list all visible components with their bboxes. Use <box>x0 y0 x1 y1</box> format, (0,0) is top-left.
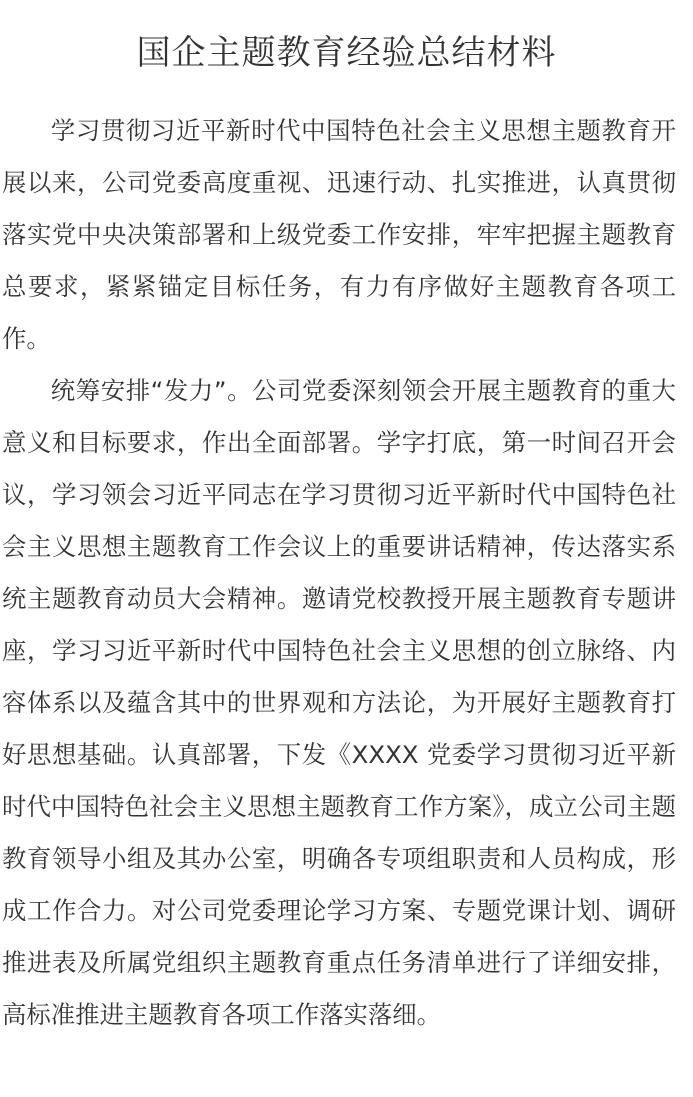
paragraph-intro: 学习贯彻习近平新时代中国特色社会主义思想主题教育开展以来，公司党委高度重视、迅速行动、扎实推进，认真贯彻落实党中央决策部署和上级党委工作安排，牢牢把握主题教育总要求，紧紧锚定目标任务，有力有序做好主题教育各项工作。 <box>2 116 676 353</box>
paragraph-overall-arrangement: 统筹安排“发力”。公司党委深刻领会开展主题教育的重大意义和目标要求，作出全面部署。学字打底，第一时间召开会议，学习领会习近平同志在学习贯彻习近平新时代中国特色社会主义思想主题教育工作会议上的重要讲话精神，传达落实系统主题教育动员大会精神。邀请党校教授开展主题教育专题讲座，学习习近平新时代中国特色社会主义思想的创立脉络、内容体系以及蕴含其中的世界观和方法论，为开展好主题教育打好思想基础。认真部署，下发《XXXX 党委学习贯彻习近平新时代中国特色社会主义思想主题教育工作方案》，成立公司主题教育领导小组及其办公室，明确各专项组职责和人员构成，形成工作合力。对公司党委理论学习方案、专题党课计划、调研推进表及所属党组织主题教育重点任务清单进行了详细安排，高标准推进主题教育各项工作落实落细。 <box>2 376 676 1029</box>
document-title: 国企主题教育经验总结材料 <box>136 33 557 73</box>
